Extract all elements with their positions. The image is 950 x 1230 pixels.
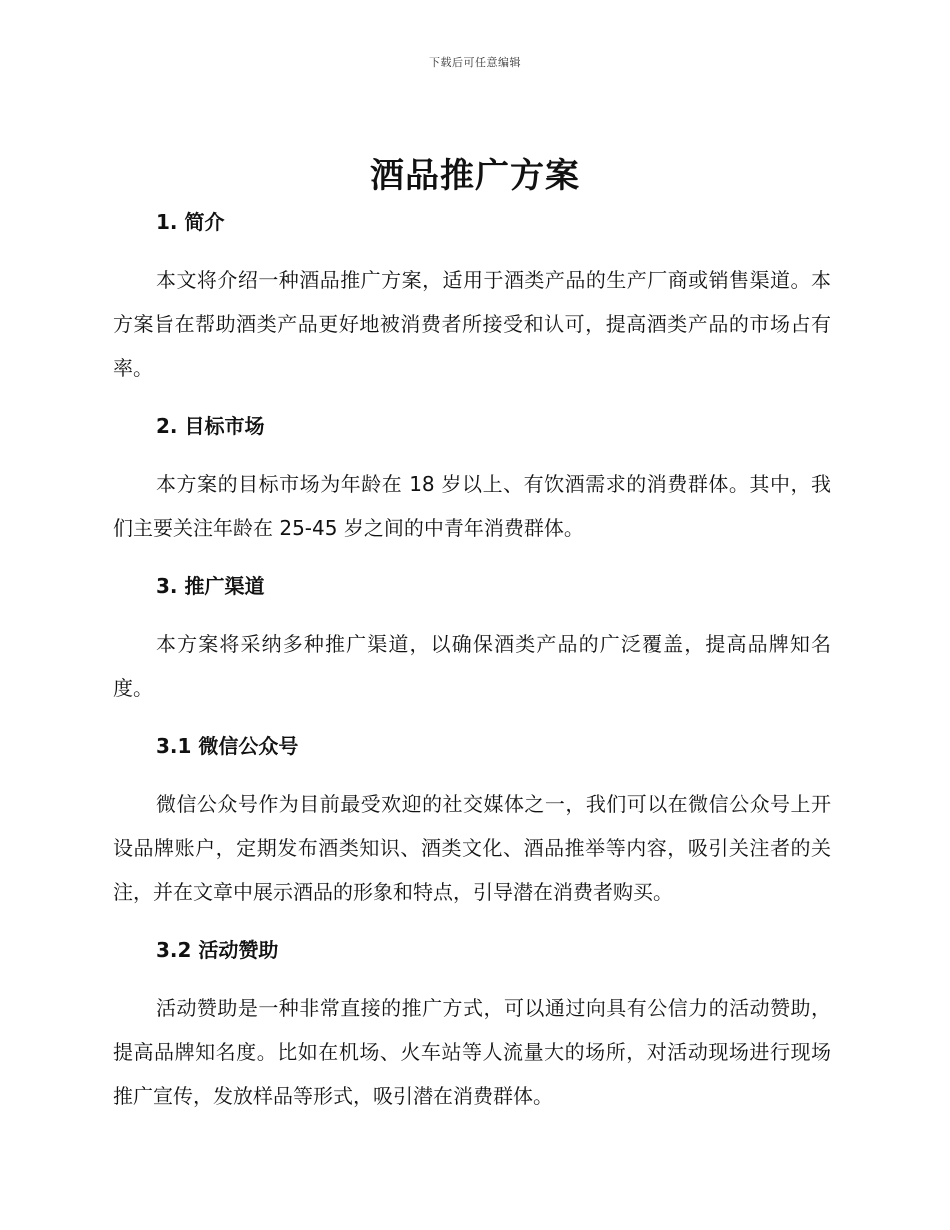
section-heading-wechat: 3.1 微信公众号 [156, 734, 299, 758]
section-heading-channels: 3. 推广渠道 [156, 574, 265, 598]
section-body-target-market: 本方案的目标市场为年龄在 18 岁以上、有饮酒需求的消费群体。其中，我们主要关注年龄在 25-45 岁之间的中青年消费群体。 [113, 472, 831, 540]
section-body-intro: 本文将介绍一种酒品推广方案，适用于酒类产品的生产厂商或销售渠道。本方案旨在帮助酒类产品更好地被消费者所接受和认可，提高酒类产品的市场占有率。 [113, 268, 831, 380]
section-body-sponsorship: 活动赞助是一种非常直接的推广方式，可以通过向具有公信力的活动赞助，提高品牌知名度。比如在机场、火车站等人流量大的场所，对活动现场进行现场推广宣传，发放样品等形式，吸引潜在消费群体。 [113, 996, 831, 1108]
document-title: 酒品推广方案 [370, 156, 580, 196]
section-heading-target-market: 2. 目标市场 [156, 414, 265, 438]
document-body [113, 200, 831, 1118]
section-heading-intro: 1. 简介 [156, 210, 225, 234]
section-body-wechat: 微信公众号作为目前最受欢迎的社交媒体之一，我们可以在微信公众号上开设品牌账户，定期发布酒类知识、酒类文化、酒品推举等内容，吸引关注者的关注，并在文章中展示酒品的形象和特点，引导潜在消费者购买。 [113, 792, 831, 904]
section-heading-sponsorship: 3.2 活动赞助 [156, 938, 279, 962]
section-body-channels: 本方案将采纳多种推广渠道，以确保酒类产品的广泛覆盖，提高品牌知名度。 [113, 632, 831, 700]
header-note: 下载后可任意编辑 [429, 56, 521, 69]
